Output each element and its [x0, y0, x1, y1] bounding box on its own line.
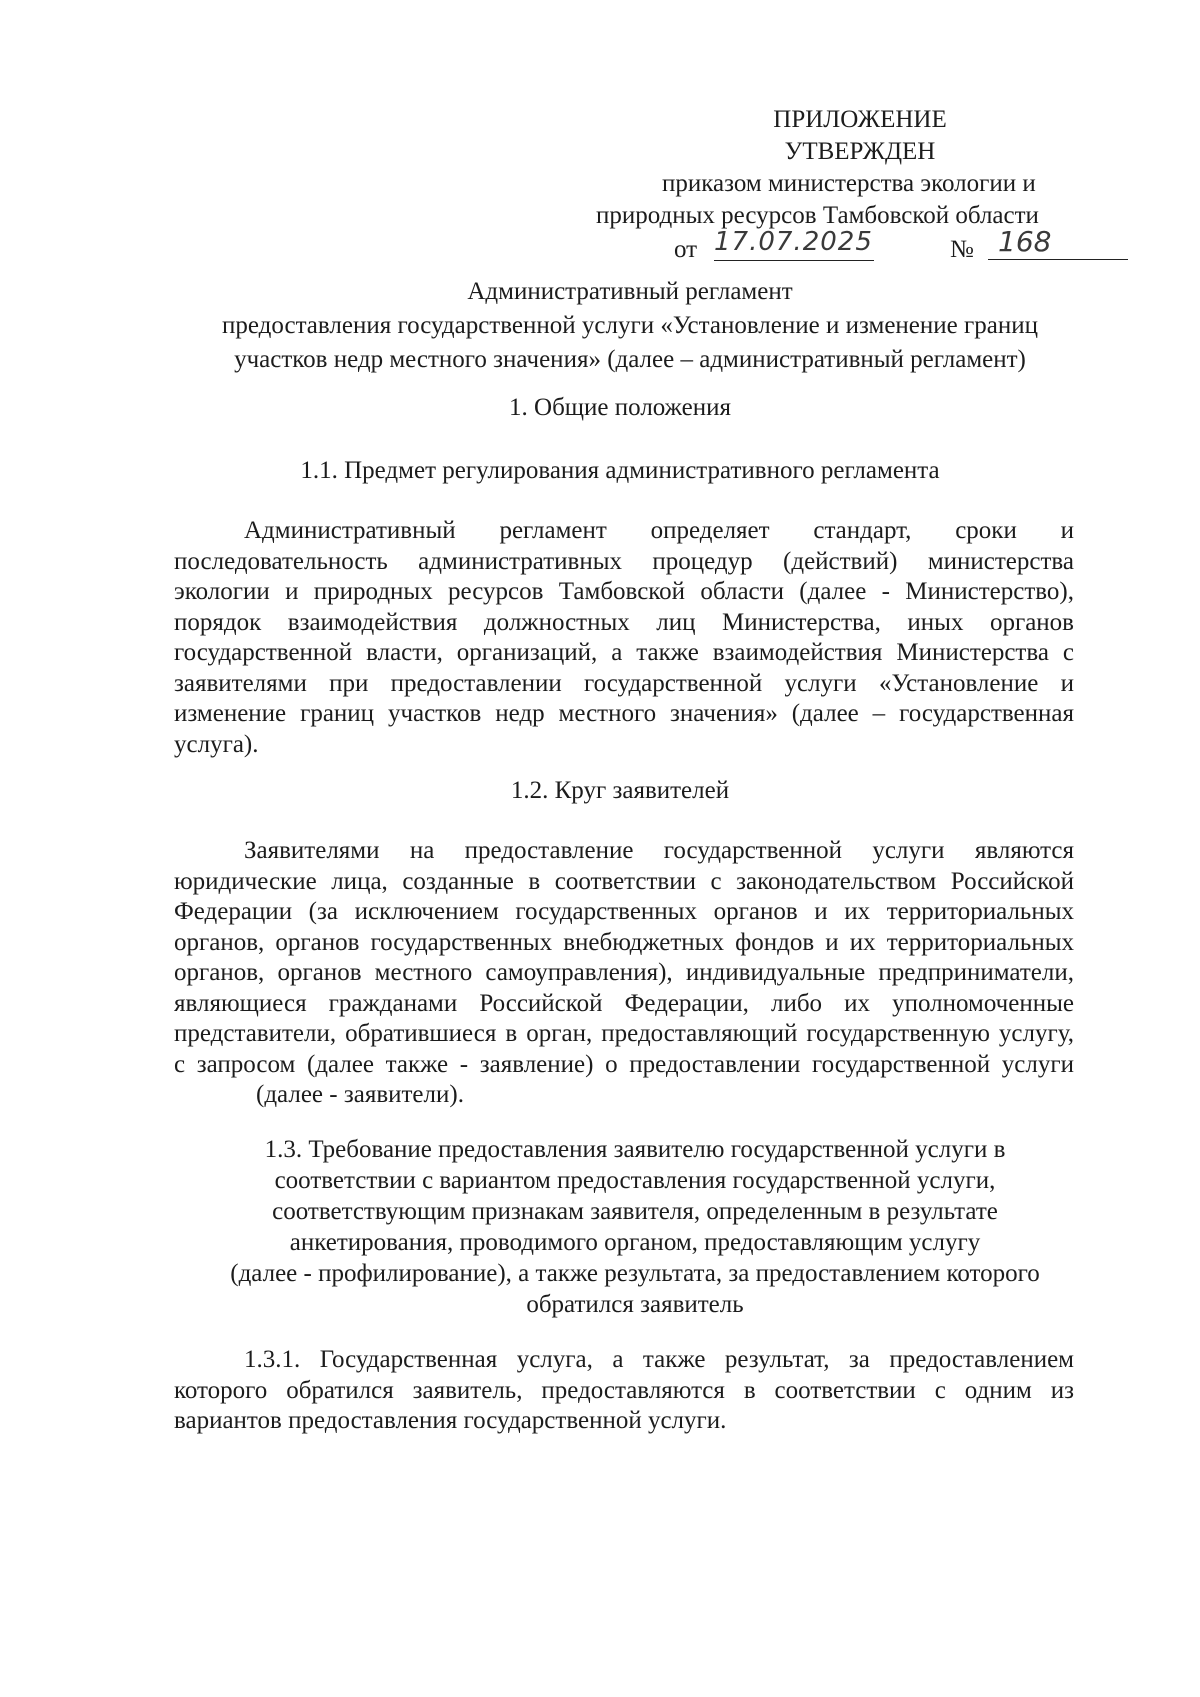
- title-line-3: участков недр местного значения» (далее – административный регламент): [234, 346, 1026, 373]
- title-line-2: предоставления государственной услуги «Установление и изменение границ: [221, 312, 1038, 339]
- section-1-heading: 1. Общие положения: [509, 394, 731, 421]
- handwritten-number: 168: [988, 226, 1128, 260]
- subsection-1-1-heading: 1.1. Предмет регулирования административного регламента: [300, 457, 940, 484]
- approval-block: [596, 104, 1160, 268]
- document-title: [180, 275, 1080, 377]
- title-line-1: Административный регламент: [467, 278, 793, 305]
- approval-order-line2: природных ресурсов Тамбовской области: [596, 202, 1039, 229]
- subsection-1-2-text: Заявителями на предоставление государственной услуги являются юридические лица, созданные в соответствии с законодательством Российской Федерации (за исключением государственных органов и их территориальных органов, органов государственных внебюджетных фондов и их территориальных органов, органов местного самоуправления), индивидуальные предприниматели, являющиеся гражданами Российской Федерации, либо их уполномоченные представители, обратившиеся в орган, предоставляющий государственную услугу, с запросом (далее также - заявление) о предоставлении государственной услуги(далее - заявители).: [174, 837, 1074, 1108]
- handwritten-date: 17.07.2025: [714, 226, 874, 261]
- subsection-1-2-heading: 1.2. Круг заявителей: [510, 777, 730, 804]
- number-sign: №: [950, 236, 974, 263]
- approval-order-line1: приказом министерства экологии и: [662, 170, 1036, 197]
- subsection-1-3-heading: 1.3. Требование предоставления заявителю государственной услуги в соответствии с вариантом предоставления государственной услуги, соответствующим признакам заявителя, определенным в результате анкетирования, проводимого органом, предоставляющим услугу (далее - профилирование), а также результата, за предоставлением которого обратился заявитель: [230, 1136, 1040, 1318]
- subsection-1-1-text: Административный регламент определяет стандарт, сроки и последовательность административных процедур (действий) министерства экологии и природных ресурсов Тамбовской области (далее - Министерство), порядок взаимодействия должностных лиц Министерства, иных органов государственной власти, организаций, а также взаимодействия Министерства с заявителями при предоставлении государственной услуги «Установление и изменение границ участков недр местного значения» (далее – государственная услуга).: [174, 517, 1074, 758]
- approval-approved-label: УТВЕРЖДЕН: [784, 138, 936, 165]
- approval-date-number-line: [640, 225, 1160, 268]
- approval-annex-label: ПРИЛОЖЕНИЕ: [773, 106, 947, 133]
- subsection-1-3-1-text: 1.3.1. Государственная услуга, а также результат, за предоставлением которого обратился заявитель, предоставляются в соответствии с одним из вариантов предоставления государственной услуги.: [174, 1346, 1074, 1434]
- date-prefix: от: [674, 236, 698, 263]
